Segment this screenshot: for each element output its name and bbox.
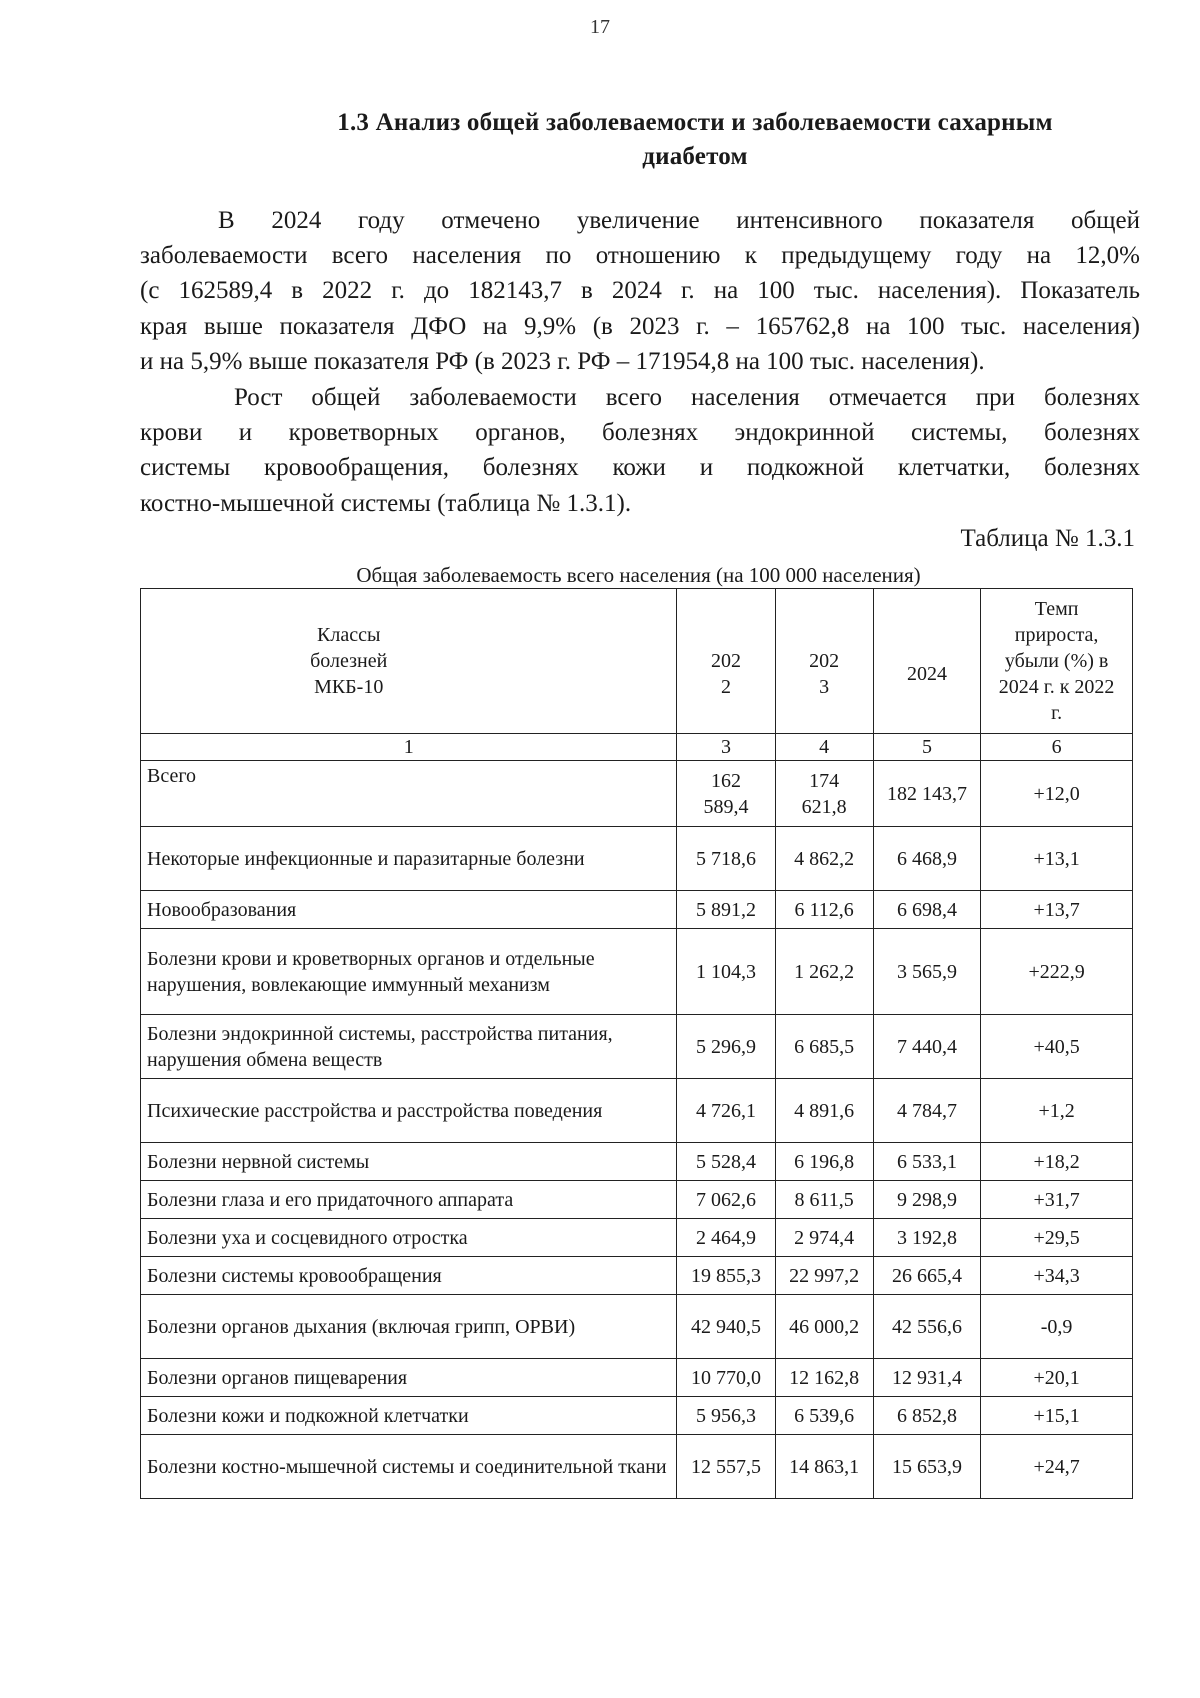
- growth-rate-cell: +20,1: [981, 1359, 1133, 1397]
- paragraph-1-line: края выше показателя ДФО на 9,9% (в 2023 г. – 165762,8 на 100 тыс. населения): [140, 312, 1140, 340]
- table-caption: Общая заболеваемость всего населения (на 100 000 населения): [356, 563, 921, 587]
- disease-class-cell: Болезни органов дыхания (включая грипп, ОРВИ): [141, 1295, 677, 1359]
- value-2023-cell: 6 685,5: [775, 1015, 873, 1079]
- paragraph-2-line: костно-мышечной системы (таблица № 1.3.1).: [140, 489, 632, 517]
- paragraph-1-line: и на 5,9% выше показателя РФ (в 2023 г. РФ – 171954,8 на 100 тыс. населения).: [140, 347, 985, 375]
- value-2022-cell: 5 891,2: [677, 891, 775, 929]
- paragraph-2-line: Рост общей заболеваемости всего населения отмечается при болезнях: [234, 384, 1140, 411]
- column-number: 5: [873, 734, 981, 761]
- growth-rate-cell: +24,7: [981, 1435, 1133, 1499]
- growth-rate-cell: +13,1: [981, 827, 1133, 891]
- value-2024-cell: 15 653,9: [873, 1435, 981, 1499]
- table-number: Таблица № 1.3.1: [960, 525, 1135, 552]
- table-row: [141, 1397, 1133, 1435]
- morbidity-table: [140, 588, 1133, 1499]
- header-text: г.: [1051, 702, 1063, 724]
- value-2022-cell: 42 940,5: [677, 1295, 775, 1359]
- growth-rate-cell: +1,2: [981, 1079, 1133, 1143]
- column-number: 6: [981, 734, 1133, 761]
- value-2024-cell: 26 665,4: [873, 1257, 981, 1295]
- value-2024-cell: 6 468,9: [873, 827, 981, 891]
- growth-rate-cell: +31,7: [981, 1181, 1133, 1219]
- header-text: болезней: [310, 650, 388, 672]
- disease-class-cell: Болезни нервной системы: [141, 1143, 677, 1181]
- column-number: 1: [141, 734, 677, 761]
- value-2023-cell: 14 863,1: [775, 1435, 873, 1499]
- header-growth-rate: [981, 589, 1133, 734]
- header-text: МКБ-10: [314, 676, 384, 698]
- header-text: Классы: [317, 624, 381, 646]
- heading-line-1: 1.3 Анализ общей заболеваемости и заболеваемости сахарным: [337, 109, 1053, 136]
- growth-rate-cell: +222,9: [981, 929, 1133, 1015]
- disease-class-cell: Болезни глаза и его придаточного аппарата: [141, 1181, 677, 1219]
- value-2022-cell: 1 104,3: [677, 929, 775, 1015]
- heading-line-2: диабетом: [642, 143, 748, 170]
- header-text: 3: [819, 676, 830, 698]
- growth-rate-cell: +18,2: [981, 1143, 1133, 1181]
- value-2024-cell: 3 192,8: [873, 1219, 981, 1257]
- table-row: [141, 761, 1133, 827]
- column-number-row: [141, 734, 1133, 761]
- disease-class-cell: Болезни эндокринной системы, расстройства питания, нарушения обмена веществ: [141, 1015, 677, 1079]
- value-2023-cell: 1 262,2: [775, 929, 873, 1015]
- disease-class-cell: Некоторые инфекционные и паразитарные болезни: [141, 827, 677, 891]
- header-text: 2024: [906, 663, 947, 685]
- value-2023-cell: 174 621,8: [775, 761, 873, 827]
- table-body: [141, 761, 1133, 1499]
- value-2024-cell: 3 565,9: [873, 929, 981, 1015]
- disease-class-cell: Болезни органов пищеварения: [141, 1359, 677, 1397]
- value-2022-cell: 5 956,3: [677, 1397, 775, 1435]
- value-2024-cell: 6 533,1: [873, 1143, 981, 1181]
- value-2023-cell: 12 162,8: [775, 1359, 873, 1397]
- value-2024-cell: 7 440,4: [873, 1015, 981, 1079]
- value-2023-cell: 46 000,2: [775, 1295, 873, 1359]
- header-text: 2024 г. к 2022: [998, 676, 1115, 698]
- page-number: 17: [590, 16, 610, 38]
- paragraph-1-line: заболеваемости всего населения по отношению к предыдущему году на 12,0%: [140, 242, 1140, 270]
- disease-class-cell: Новообразования: [141, 891, 677, 929]
- header-text: 2: [720, 676, 731, 698]
- section-heading: [230, 106, 1160, 174]
- table-row: [141, 891, 1133, 929]
- header-text: прироста,: [1014, 624, 1099, 646]
- paragraph-1-line: (с 162589,4 в 2022 г. до 182143,7 в 2024 г. на 100 тыс. населения). Показатель: [140, 277, 1140, 305]
- table-row: [141, 1435, 1133, 1499]
- header-text: убыли (%) в: [1004, 650, 1109, 672]
- value-2022-cell: 10 770,0: [677, 1359, 775, 1397]
- header-text: Темп: [1034, 598, 1079, 620]
- column-number: 4: [775, 734, 873, 761]
- value-2022-cell: 19 855,3: [677, 1257, 775, 1295]
- value-2024-cell: 6 852,8: [873, 1397, 981, 1435]
- value-2024-cell: 12 931,4: [873, 1359, 981, 1397]
- value-2022-cell: 7 062,6: [677, 1181, 775, 1219]
- table-row: [141, 1143, 1133, 1181]
- disease-class-cell: Болезни крови и кроветворных органов и отдельные нарушения, вовлекающие иммунный механизм: [141, 929, 677, 1015]
- disease-class-cell: Болезни кожи и подкожной клетчатки: [141, 1397, 677, 1435]
- growth-rate-cell: +40,5: [981, 1015, 1133, 1079]
- paragraph-2-line: крови и кроветворных органов, болезнях эндокринной системы, болезнях: [140, 419, 1140, 447]
- column-number: 3: [677, 734, 775, 761]
- table-header-row: [141, 589, 1133, 734]
- header-text: 202: [809, 650, 840, 672]
- paragraph-1-line: В 2024 году отмечено увеличение интенсивного показателя общей: [218, 207, 1140, 234]
- table-row: [141, 827, 1133, 891]
- value-2024-cell: 9 298,9: [873, 1181, 981, 1219]
- value-2023-cell: 4 891,6: [775, 1079, 873, 1143]
- value-2023-cell: 8 611,5: [775, 1181, 873, 1219]
- table-row: [141, 1219, 1133, 1257]
- value-2023-cell: 6 196,8: [775, 1143, 873, 1181]
- growth-rate-cell: -0,9: [981, 1295, 1133, 1359]
- disease-class-cell: Болезни системы кровообращения: [141, 1257, 677, 1295]
- value-2024-cell: 182 143,7: [873, 761, 981, 827]
- value-2022-cell: 162 589,4: [677, 761, 775, 827]
- paragraph-2: [140, 380, 1140, 521]
- table-row: [141, 929, 1133, 1015]
- disease-class-cell: Болезни уха и сосцевидного отростка: [141, 1219, 677, 1257]
- table-row: [141, 1295, 1133, 1359]
- value-2023-cell: 6 539,6: [775, 1397, 873, 1435]
- value-2023-cell: 22 997,2: [775, 1257, 873, 1295]
- value-2024-cell: 6 698,4: [873, 891, 981, 929]
- table-row: [141, 1079, 1133, 1143]
- header-disease-classes: [141, 589, 677, 734]
- value-2022-cell: 5 528,4: [677, 1143, 775, 1181]
- value-2022-cell: 2 464,9: [677, 1219, 775, 1257]
- value-2024-cell: 42 556,6: [873, 1295, 981, 1359]
- disease-class-cell: Психические расстройства и расстройства поведения: [141, 1079, 677, 1143]
- header-2023: [775, 589, 873, 734]
- table-row: [141, 1359, 1133, 1397]
- disease-class-cell: Болезни костно-мышечной системы и соединительной ткани: [141, 1435, 677, 1499]
- value-2022-cell: 5 296,9: [677, 1015, 775, 1079]
- growth-rate-cell: +15,1: [981, 1397, 1133, 1435]
- value-2023-cell: 2 974,4: [775, 1219, 873, 1257]
- value-2024-cell: 4 784,7: [873, 1079, 981, 1143]
- table-row: [141, 1015, 1133, 1079]
- table-row: [141, 1257, 1133, 1295]
- growth-rate-cell: +12,0: [981, 761, 1133, 827]
- value-2022-cell: 4 726,1: [677, 1079, 775, 1143]
- growth-rate-cell: +29,5: [981, 1219, 1133, 1257]
- growth-rate-cell: +13,7: [981, 891, 1133, 929]
- header-text: 202: [710, 650, 741, 672]
- paragraph-2-line: системы кровообращения, болезнях кожи и подкожной клетчатки, болезнях: [140, 454, 1140, 482]
- disease-class-cell: Всего: [141, 761, 677, 827]
- paragraph-1: [140, 203, 1140, 379]
- value-2023-cell: 6 112,6: [775, 891, 873, 929]
- value-2022-cell: 5 718,6: [677, 827, 775, 891]
- growth-rate-cell: +34,3: [981, 1257, 1133, 1295]
- header-2022: [677, 589, 775, 734]
- value-2023-cell: 4 862,2: [775, 827, 873, 891]
- value-2022-cell: 12 557,5: [677, 1435, 775, 1499]
- table-row: [141, 1181, 1133, 1219]
- header-2024: [873, 589, 981, 734]
